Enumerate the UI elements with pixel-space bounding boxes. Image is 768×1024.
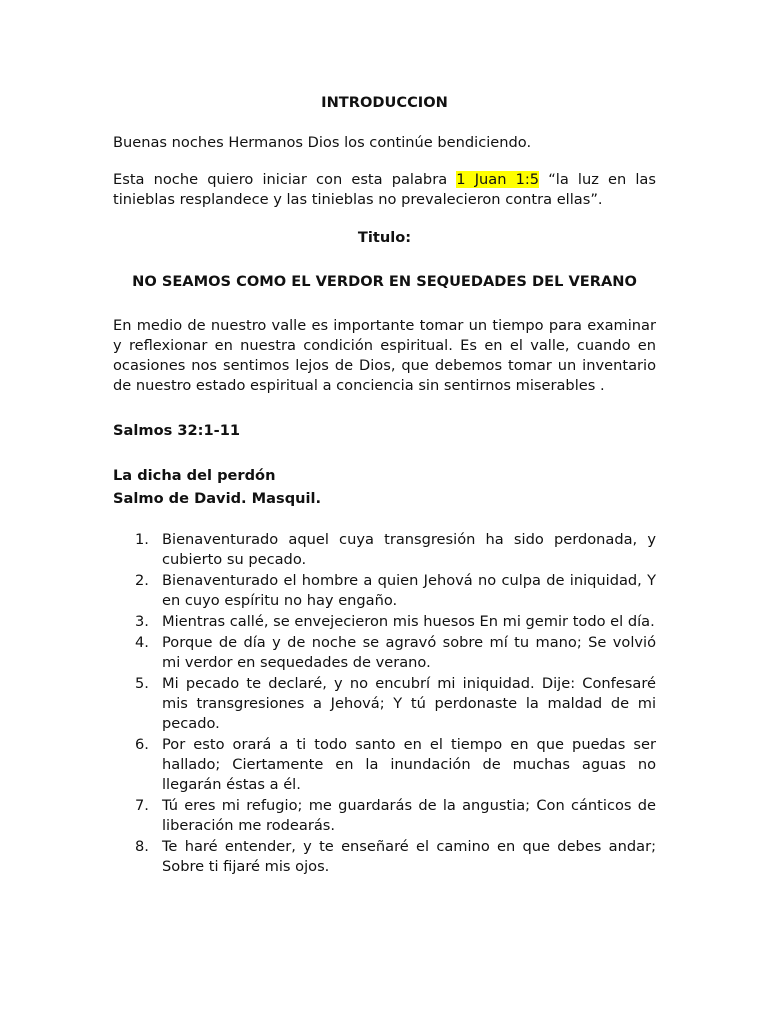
intro-body-paragraph: En medio de nuestro valle es importante tomar un tiempo para examinar y reflexionar en nuestra condición espiritual. Es en el valle, cuando en ocasiones nos sentimos lejos de Dios, que debemos tomar un inventario de nuestro estado espiritual a conciencia sin sentirnos miserables . (113, 317, 656, 394)
document-body (113, 93, 656, 878)
psalm-title: La dicha del perdón (113, 467, 276, 484)
verse-number: 7. (135, 797, 149, 814)
verse-text: Te haré entender, y te enseñaré el camino en que debes andar; Sobre ti fijaré mis ojos. (162, 838, 656, 875)
verse-item (113, 530, 656, 570)
psalm-reference: Salmos 32:1-11 (113, 422, 241, 439)
intro-quote: “la luz en las tinieblas resplandece y las tinieblas no prevalecieron contra ellas”. (113, 171, 656, 208)
verse-item (113, 796, 656, 836)
verse-number: 4. (135, 634, 149, 651)
verse-item (113, 633, 656, 673)
heading: INTRODUCCION (321, 94, 448, 111)
verse-text: Por esto orará a ti todo santo en el tiempo en que puedas ser hallado; Ciertamente en la inundación de muchas aguas no llegarán éstas a él. (162, 736, 656, 793)
verse-text: Bienaventurado aquel cuya transgresión ha sido perdonada, y cubierto su pecado. (162, 531, 656, 568)
verse-text: Mientras callé, se envejecieron mis huesos En mi gemir todo el día. (162, 613, 655, 630)
verse-item (113, 612, 656, 632)
verse-number: 6. (135, 736, 149, 753)
verse-number: 8. (135, 838, 149, 855)
sermon-title: NO SEAMOS COMO EL VERDOR EN SEQUEDADES DEL VERANO (132, 273, 637, 290)
verse-number: 3. (135, 613, 149, 630)
verse-list (113, 530, 656, 877)
verse-number: 2. (135, 572, 149, 589)
intro-text: Esta noche quiero iniciar con esta palabra (113, 171, 448, 188)
verse-item (113, 674, 656, 734)
verse-item (113, 837, 656, 877)
highlighted-reference: 1 Juan 1:5 (456, 171, 540, 188)
verse-number: 1. (135, 531, 149, 548)
psalm-subtitle: Salmo de David. Masquil. (113, 490, 322, 507)
verse-item (113, 571, 656, 611)
verse-text: Bienaventurado el hombre a quien Jehová no culpa de iniquidad, Y en cuyo espíritu no hay engaño. (162, 572, 656, 609)
verse-text: Tú eres mi refugio; me guardarás de la angustia; Con cánticos de liberación me rodearás. (162, 797, 656, 834)
greeting: Buenas noches Hermanos Dios los continúe bendiciendo. (113, 134, 532, 151)
titulo-label: Titulo: (357, 229, 412, 246)
verse-item (113, 735, 656, 795)
intro-paragraph (113, 170, 656, 210)
verse-number: 5. (135, 675, 149, 692)
verse-text: Mi pecado te declaré, y no encubrí mi iniquidad. Dije: Confesaré mis transgresiones a Jehová; Y tú perdonaste la maldad de mi pecado. (162, 675, 656, 732)
verse-text: Porque de día y de noche se agravó sobre mí tu mano; Se volvió mi verdor en sequedades de verano. (162, 634, 656, 671)
